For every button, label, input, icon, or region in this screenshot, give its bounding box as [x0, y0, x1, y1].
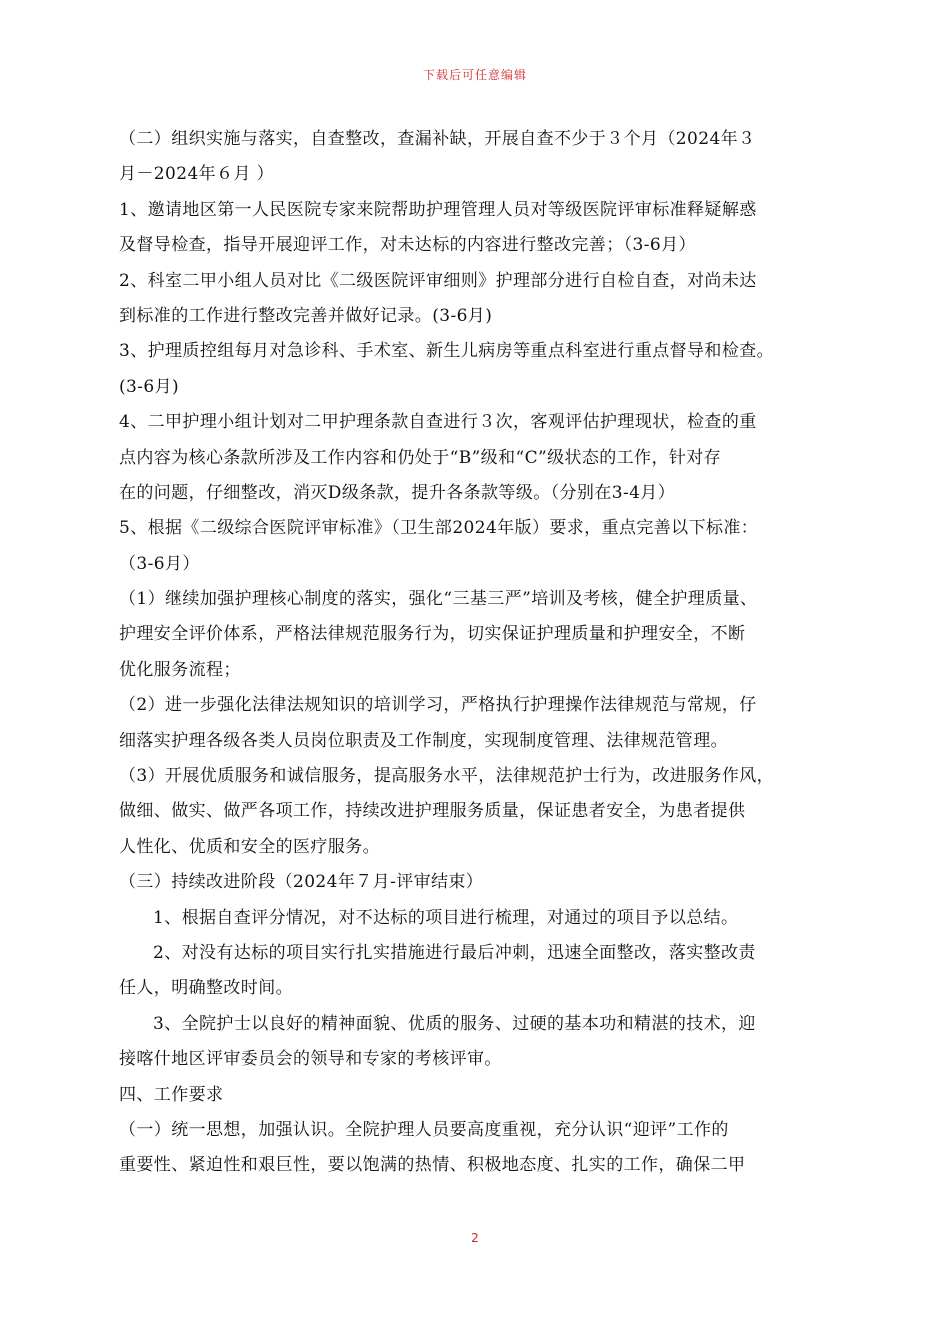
- paragraph-line: 2、对没有达标的项目实行扎实措施进行最后冲刺，迅速全面整改，落实整改责: [153, 942, 756, 963]
- paragraph-line: 优化服务流程；: [119, 659, 241, 680]
- paragraph-line: （二）组织实施与落实，自查整改，查漏补缺，开展自查不少于３个月（2024年３: [119, 129, 756, 149]
- paragraph-line: 4、二甲护理小组计划对二甲护理条款自查进行３次，客观评估护理现状，检查的重: [119, 412, 757, 433]
- paragraph-line: （3-6月）: [119, 553, 200, 574]
- paragraph-line: 做细、做实、做严各项工作，持续改进护理服务质量，保证患者安全，为患者提供: [119, 801, 746, 822]
- paragraph-line: 到标准的工作进行整改完善并做好记录。(3-6月): [119, 305, 493, 326]
- paragraph-line: 在的问题，仔细整改，消灭D级条款，提升各条款等级。（分别在3-4月）: [119, 482, 676, 503]
- paragraph-line: 接喀什地区评审委员会的领导和专家的考核评审。: [119, 1049, 502, 1070]
- paragraph-line: 1、根据自查评分情况，对不达标的项目进行梳理，对通过的项目予以总结。: [153, 907, 739, 928]
- paragraph-line: 人性化、优质和安全的医疗服务。: [119, 836, 380, 857]
- paragraph-line: 3、护理质控组每月对急诊科、手术室、新生儿病房等重点科室进行重点督导和检查。: [119, 341, 775, 362]
- paragraph-line: 细落实护理各级各类人员岗位职责及工作制度，实现制度管理、法律规范管理。: [119, 730, 728, 751]
- paragraph-line: （3）开展优质服务和诚信服务，提高服务水平，法律规范护士行为，改进服务作风，: [119, 766, 775, 787]
- page-number: 2: [471, 1231, 479, 1245]
- paragraph-line: （一）统一思想，加强认识。全院护理人员要高度重视，充分认识“迎评”工作的: [119, 1119, 729, 1140]
- paragraph-line: 5、根据《二级综合医院评审标准》（卫生部2024年版）要求，重点完善以下标准：: [119, 518, 759, 539]
- paragraph-line: 点内容为核心条款所涉及工作内容和仍处于“B”级和“C”级状态的工作，针对存: [119, 447, 722, 468]
- section-heading: （三）持续改进阶段（2024年７月-评审结束）: [119, 872, 484, 893]
- document-body: [119, 122, 835, 1184]
- paragraph-line: (3-6月): [119, 376, 180, 397]
- paragraph-line: （2）进一步强化法律法规知识的培训学习，严格执行护理操作法律规范与常规，仔: [119, 695, 757, 716]
- paragraph-line: 及督导检查，指导开展迎评工作，对未达标的内容进行整改完善；（3-6月）: [119, 235, 696, 256]
- paragraph-line: 2、科室二甲小组人员对比《二级医院评审细则》护理部分进行自检自查，对尚未达: [119, 270, 757, 291]
- paragraph-line: （1）继续加强护理核心制度的落实，强化“三基三严”培训及考核，健全护理质量、: [119, 589, 758, 610]
- section-heading: 四、工作要求: [119, 1084, 224, 1105]
- paragraph-line: 护理安全评价体系，严格法律规范服务行为，切实保证护理质量和护理安全，不断: [119, 624, 746, 645]
- paragraph-line: 月－2024年６月 ）: [119, 164, 275, 185]
- paragraph-line: 1、邀请地区第一人民医院专家来院帮助护理管理人员对等级医院评审标准释疑解惑: [119, 199, 757, 220]
- header-note: 下载后可任意编辑: [422, 68, 527, 82]
- paragraph-line: 重要性、紧迫性和艰巨性，要以饱满的热情、积极地态度、扎实的工作，确保二甲: [119, 1155, 746, 1176]
- paragraph-line: 任人，明确整改时间。: [119, 978, 293, 999]
- paragraph-line: 3、全院护士以良好的精神面貌、优质的服务、过硬的基本功和精湛的技术，迎: [153, 1013, 756, 1034]
